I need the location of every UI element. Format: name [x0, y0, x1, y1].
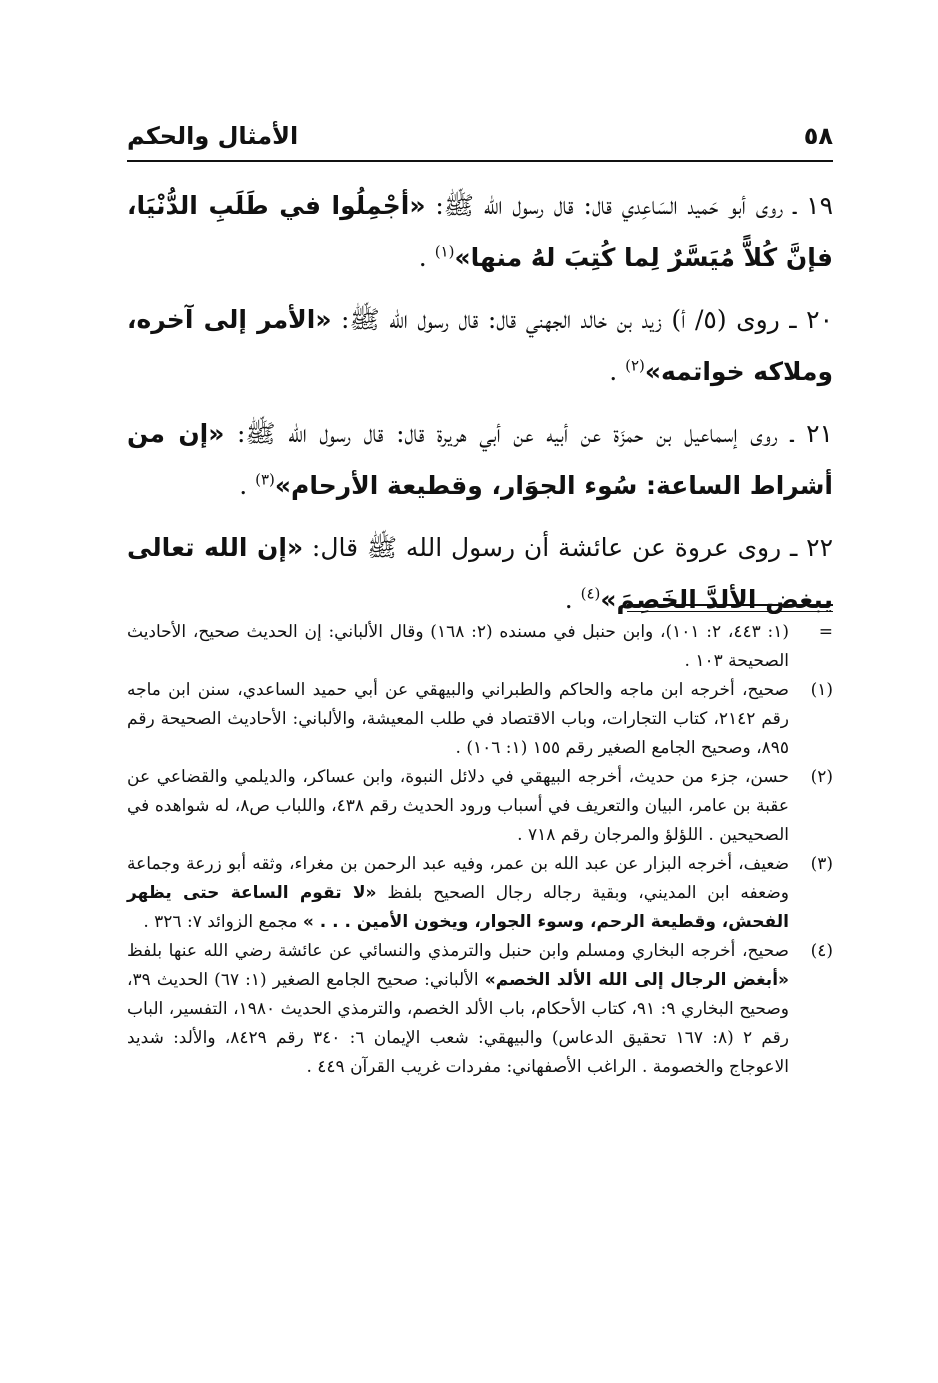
- footnotes: [127, 618, 833, 1082]
- footnote-ref: (٢): [625, 356, 645, 375]
- page-number: ٥٨: [803, 122, 833, 150]
- footnote-text: [127, 618, 789, 676]
- footnote-mark: =: [818, 622, 833, 642]
- hadith-end: .: [564, 585, 581, 614]
- footnote-mark: (٢): [810, 767, 833, 787]
- footnote-segment: صحيح، أخرجه البخاري ومسلم وابن حنبل والترمذي والنسائي عن عائشة رضي الله عنها بلفظ: [127, 941, 789, 961]
- hadith-quote: «إن الله تعالى يبغض الألدَّ الخَصِمَ»: [127, 533, 833, 614]
- footnote-mark: (٤): [810, 941, 833, 961]
- footnote-ref: (١): [434, 242, 455, 261]
- main-text: [127, 180, 833, 636]
- footnote-segment: ضعيف، أخرجه البزار عن عبد الله بن عمر، وفيه عبد الرحمن بن مغراء، وثقه أبو زرعة وجماعة وضعفه ابن المديني، وبقية رجاله رجال الصحيح بلفظ: [127, 854, 789, 903]
- hadith-intro: ١٩ ـ روى أبو حَميد السَاعِدي قال: قال رسول الله ﷺ:: [425, 191, 833, 220]
- footnote-text: [127, 763, 789, 850]
- hadith-end: .: [418, 243, 435, 272]
- footnote-3: [127, 850, 833, 937]
- footnote-ref: (٣): [255, 470, 275, 489]
- hadith-quote: «أجْمِلُوا في طَلَبِ الدُّنْيَا، فإنَّ كُلاًّ مُيَسَّرٌ لِما كُتِبَ لهُ منها»: [127, 191, 833, 272]
- footnote-separator: [627, 604, 833, 612]
- footnote-segment: (١: ٤٤٣، ٢: ١٠١)، وابن حنبل في مسنده (٢: ١٦٨) وقال الألباني: إن الحديث صحيح، الأحاديث الصحيحة ١٠٣ .: [127, 622, 790, 671]
- hadith-20: [127, 294, 833, 398]
- hadith-quote: «الأمر إلى آخره، وملاكه خواتمه»: [127, 305, 833, 386]
- footnote-segment: مجمع الزوائد ٧: ٣٢٦ .: [143, 912, 303, 932]
- footnote-segment: الألباني: صحيح الجامع الصغير (١: ٦٧) الحديث ٣٩، وصحيح البخاري ٩: ٩١، كتاب الأحكام، باب الألد الخصم، والترمذي الحديث ١٩٨٠، التفسير، الباب رقم ٢ (٨: ١٦٧ تحقيق الدعاس) والبيهقي: شعب الإيمان ٦: ٣٤٠ رقم ٨٤٢٩، والألد: شديد الاعوجاج والخصومة . الراغب الأصفهاني: مفردات غريب القرآن ٤٤٩ .: [127, 970, 790, 1077]
- footnote-quote: «أبغض الرجال إلى الله الألد الخصم»: [484, 970, 790, 990]
- footnote-1: [127, 676, 833, 763]
- footnote-segment: صحيح، أخرجه ابن ماجه والحاكم والطبراني والبيهقي عن أبي حميد الساعدي، سنن ابن ماجه رقم ٢١٤٢، كتاب التجارات، وباب الاقتصاد في طلب المعيشة، والألباني: الأحاديث الصحيحة رقم ٨٩٥، وصحيح الجامع الصغير رقم ١٥٥ (١: ١٠٦) .: [127, 680, 790, 758]
- page-header: [127, 118, 833, 158]
- footnote-4: [127, 937, 833, 1082]
- footnote-0: [127, 618, 833, 676]
- hadith-end: .: [239, 471, 256, 500]
- hadith-quote: «إن من أشراط الساعة: سُوء الجوَار، وقطيعة الأرحام»: [127, 419, 833, 500]
- footnote-text: [127, 676, 789, 763]
- hadith-intro: ٢٠ ـ روى (٥/ أ) زيد بن خالد الجهني قال: قال رسول الله ﷺ:: [331, 305, 833, 334]
- footnote-text: [127, 850, 789, 937]
- footnote-mark: (٣): [810, 854, 833, 874]
- hadith-19: [127, 180, 833, 284]
- footnote-text: [127, 937, 789, 1082]
- footnote-quote: «لا تقوم الساعة حتى يظهر الفحش، وقطيعة الرحم، وسوء الجوار، ويخون الأمين . . . »: [127, 883, 789, 932]
- hadith-end: .: [609, 357, 626, 386]
- footnote-ref: (٤): [580, 584, 601, 603]
- hadith-intro: ٢٢ ـ روى عروة عن عائشة أن رسول الله ﷺ قال:: [303, 533, 833, 562]
- footnote-mark: (١): [810, 680, 833, 700]
- header-rule: [127, 160, 833, 162]
- footnote-2: [127, 763, 833, 850]
- hadith-21: [127, 408, 833, 512]
- hadith-intro: ٢١ ـ روى إسماعيل بن حمزَة عن أبيه عن أبي هريرة قال: قال رسول الله ﷺ:: [224, 419, 833, 448]
- footnote-segment: حسن، جزء من حديث، أخرجه البيهقي في دلائل النبوة، وابن عساكر، والديلمي والقضاعي عن عقبة بن عامر، البيان والتعريف في أسباب ورود الحديث رقم ٤٣٨، واللباب ص٨، له شواهده في الصحيحين . اللؤلؤ والمرجان رقم ٧١٨ .: [127, 767, 789, 845]
- running-title: الأمثال والحكم: [127, 122, 299, 150]
